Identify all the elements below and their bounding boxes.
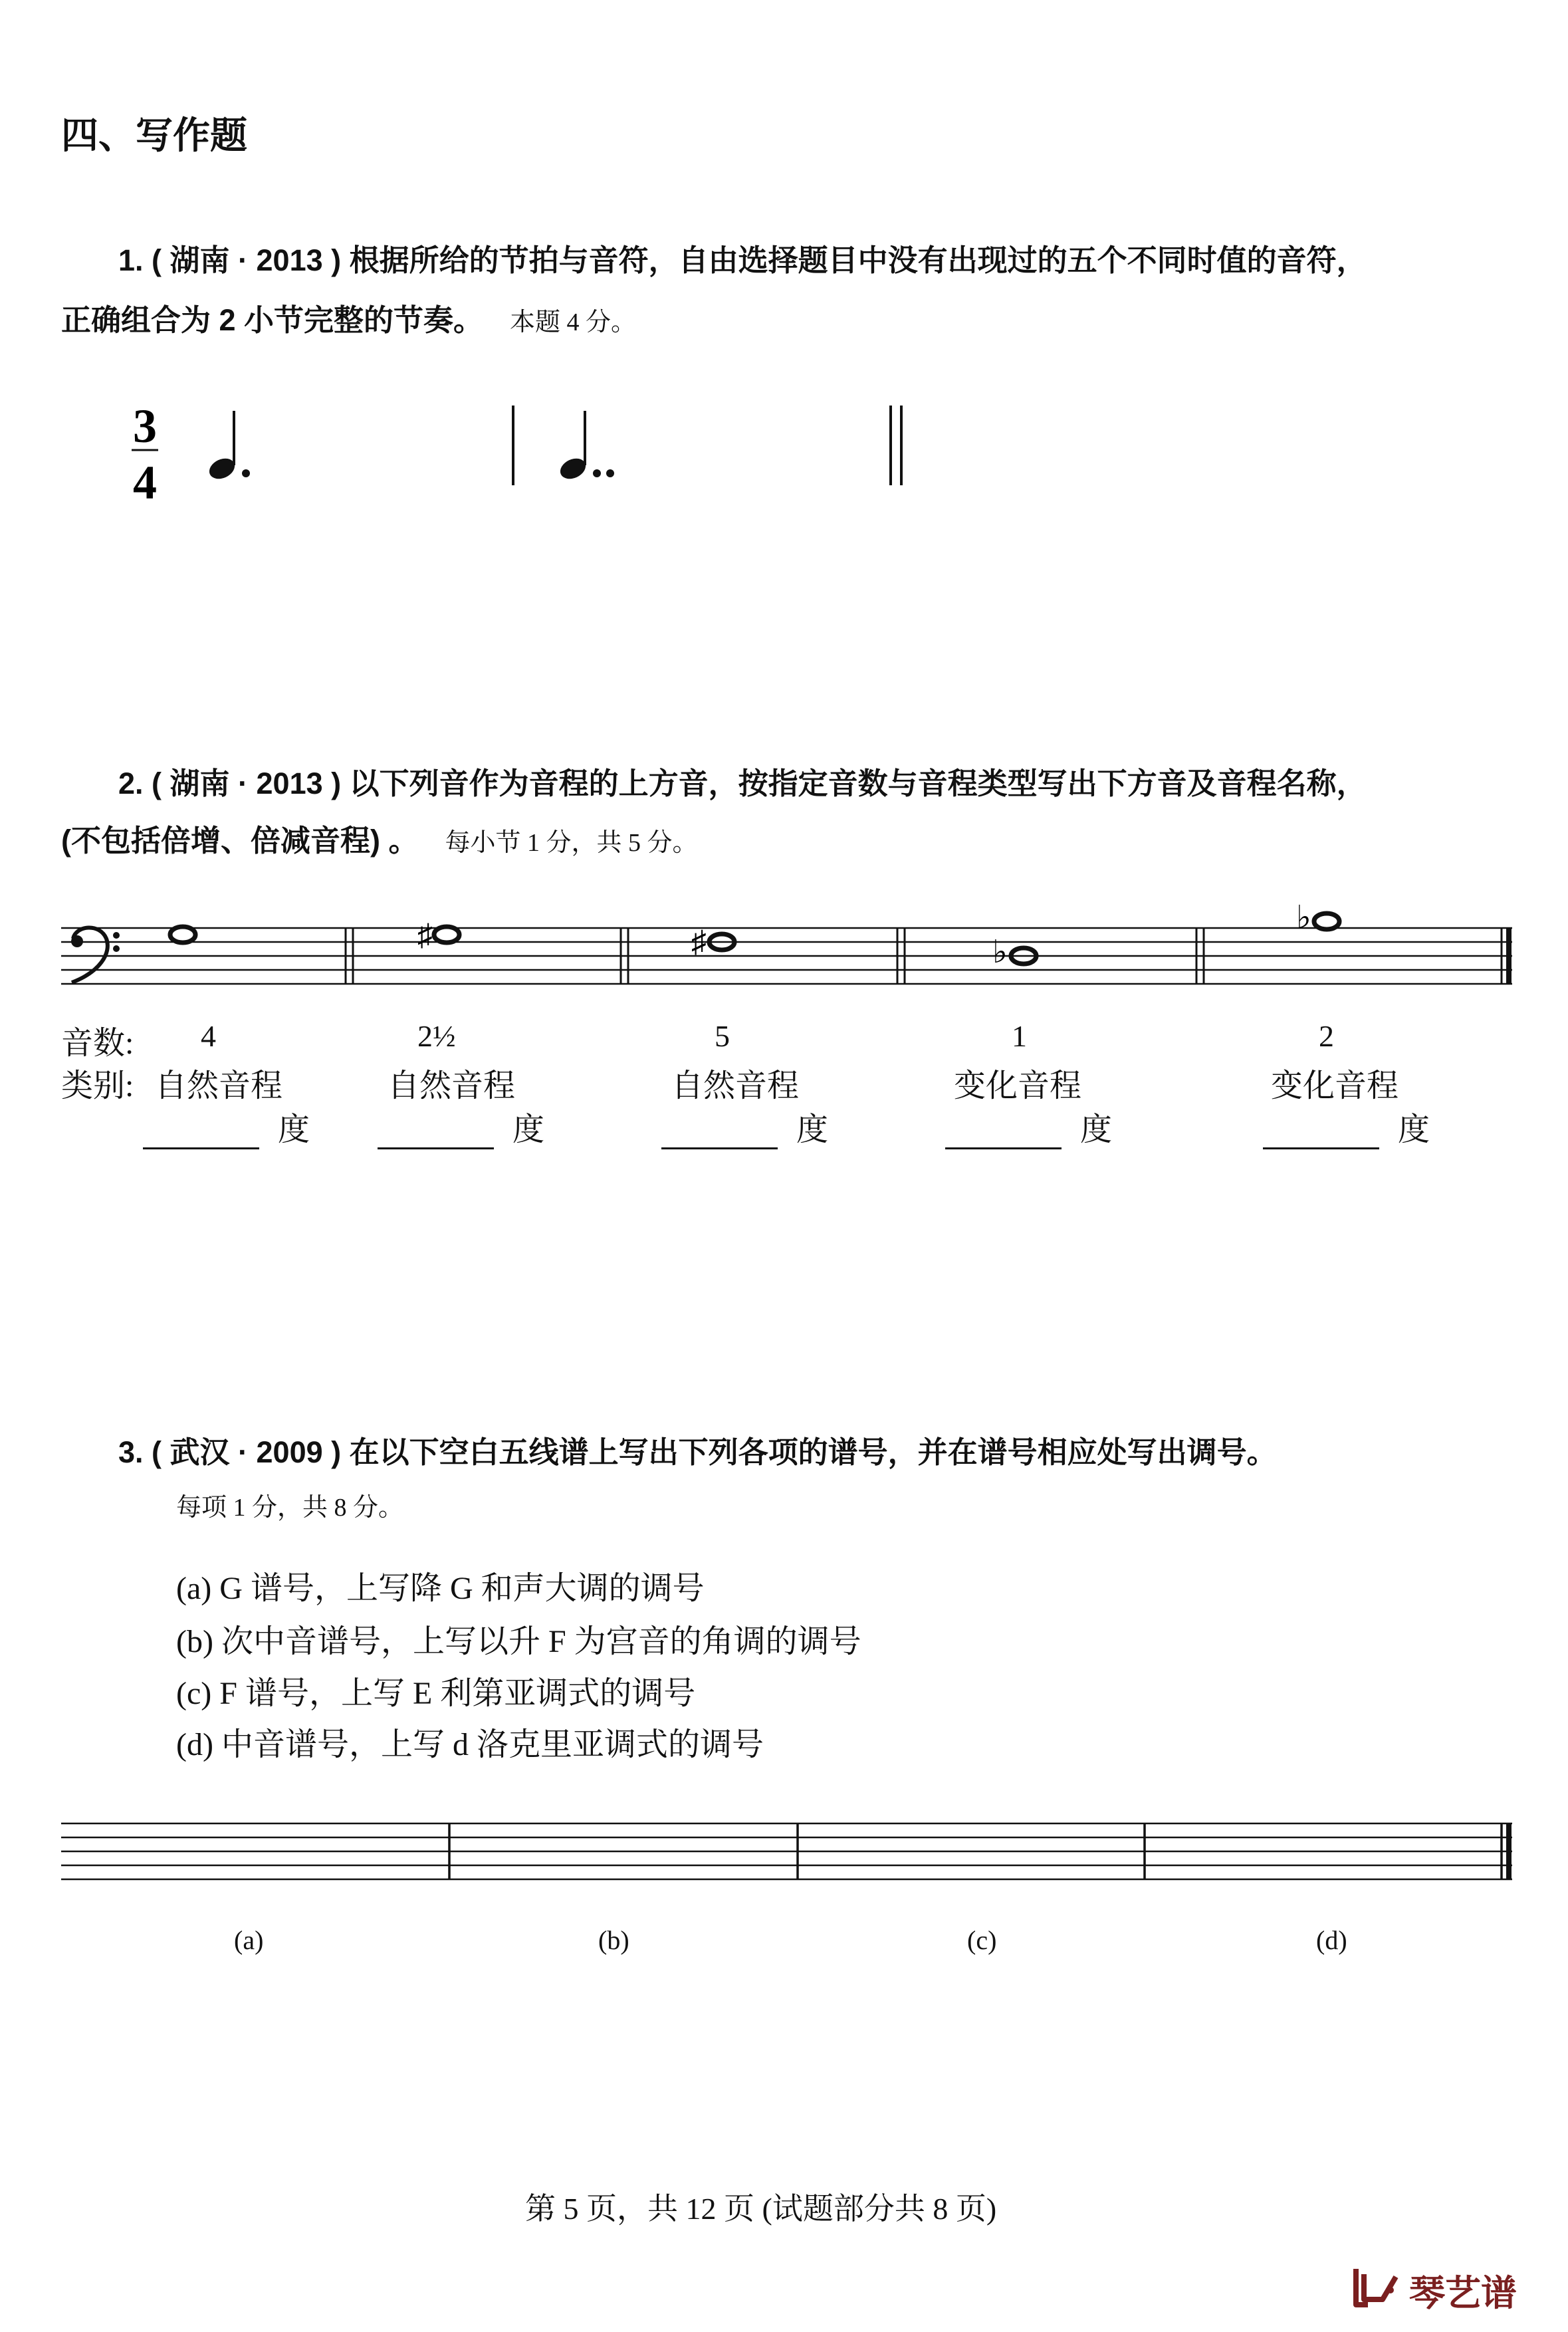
q2-text-line2: (不包括倍增、倍减音程) 。 xyxy=(61,824,419,858)
row-label-count: 音数: xyxy=(61,1026,134,1061)
section-title: 四、写作题 xyxy=(61,114,247,156)
interval-count: 2½ xyxy=(417,1019,456,1053)
q3-blank-staff[interactable] xyxy=(0,1811,1568,1891)
piano-logo-icon xyxy=(1349,2264,1409,2317)
sharp-whole-note xyxy=(417,918,459,952)
q1-score: 本题 4 分。 xyxy=(510,308,637,336)
measure-label-b: (b) xyxy=(598,1925,629,1955)
double-dotted-quarter-note xyxy=(557,411,614,483)
interval-type: 变化音程 xyxy=(954,1068,1082,1104)
answer-blank[interactable]: 度 xyxy=(945,1104,1112,1149)
bass-clef-icon xyxy=(71,927,120,983)
row-label-type: 类别: xyxy=(61,1068,134,1104)
interval-count: 5 xyxy=(715,1019,730,1053)
q1-text-line2: 正确组合为 2 小节完整的节奏。 xyxy=(61,303,484,337)
svg-text:♯: ♯ xyxy=(417,918,433,952)
answer-blank[interactable]: 度 xyxy=(1263,1104,1430,1149)
q3-item-a: (a) G 谱号，上写降 G 和声大调的调号 xyxy=(176,1571,705,1606)
q1-text-line1: 1. ( 湖南 · 2013 ) 根据所给的节拍与音符，自由选择题目中没有出现过的五个不同时值的音符， xyxy=(118,243,1367,277)
answer-blank[interactable]: 度 xyxy=(378,1104,544,1149)
measure-label-d: (d) xyxy=(1316,1925,1347,1955)
q3-item-d: (d) 中音谱号，上写 d 洛克里亚调式的调号 xyxy=(176,1727,764,1762)
q2-text-line1: 2. ( 湖南 · 2013 ) 以下列音作为音程的上方音，按指定音数与音程类型写出下方音及音程名称， xyxy=(118,766,1367,800)
site-logo xyxy=(1349,2264,1517,2317)
q3-item-c: (c) F 谱号，上写 E 利第亚调式的调号 xyxy=(176,1676,696,1711)
interval-count: 4 xyxy=(201,1019,216,1053)
svg-text:♯: ♯ xyxy=(691,925,707,959)
answer-blank[interactable]: 度 xyxy=(661,1104,828,1149)
svg-text:♭: ♭ xyxy=(1296,900,1311,935)
q2-bass-staff xyxy=(0,884,1568,1010)
flat-whole-note xyxy=(1296,900,1339,935)
q3-text-line1: 3. ( 武汉 · 2009 ) 在以下空白五线谱上写出下列各项的谱号，并在谱号相应处写出调号。 xyxy=(118,1435,1277,1469)
whole-note xyxy=(170,927,195,943)
q3-score: 每项 1 分，共 8 分。 xyxy=(176,1494,404,1522)
answer-blank[interactable]: 度 xyxy=(143,1104,310,1149)
svg-text:♭: ♭ xyxy=(992,935,1008,970)
logo-text: 琴艺谱 xyxy=(1409,2273,1517,2313)
measure-label-a: (a) xyxy=(234,1925,264,1955)
q3-item-b: (b) 次中音谱号，上写以升 F 为宫音的角调的调号 xyxy=(176,1624,861,1659)
q2-score: 每小节 1 分，共 5 分。 xyxy=(445,829,698,857)
interval-count: 2 xyxy=(1319,1019,1334,1053)
time-signature-top: 3 xyxy=(133,400,157,453)
page-footer: 第 5 页，共 12 页 (试题部分共 8 页) xyxy=(525,2192,997,2226)
interval-type: 变化音程 xyxy=(1271,1068,1399,1104)
time-signature-bottom: 4 xyxy=(133,456,157,509)
measure-label-c: (c) xyxy=(967,1925,997,1955)
interval-type: 自然音程 xyxy=(155,1068,283,1104)
q1-rhythm-line xyxy=(0,386,1568,545)
interval-type: 自然音程 xyxy=(671,1068,800,1104)
interval-count: 1 xyxy=(1012,1019,1027,1053)
flat-whole-note xyxy=(992,935,1036,970)
dotted-quarter-note xyxy=(206,411,250,483)
interval-type: 自然音程 xyxy=(388,1068,516,1104)
